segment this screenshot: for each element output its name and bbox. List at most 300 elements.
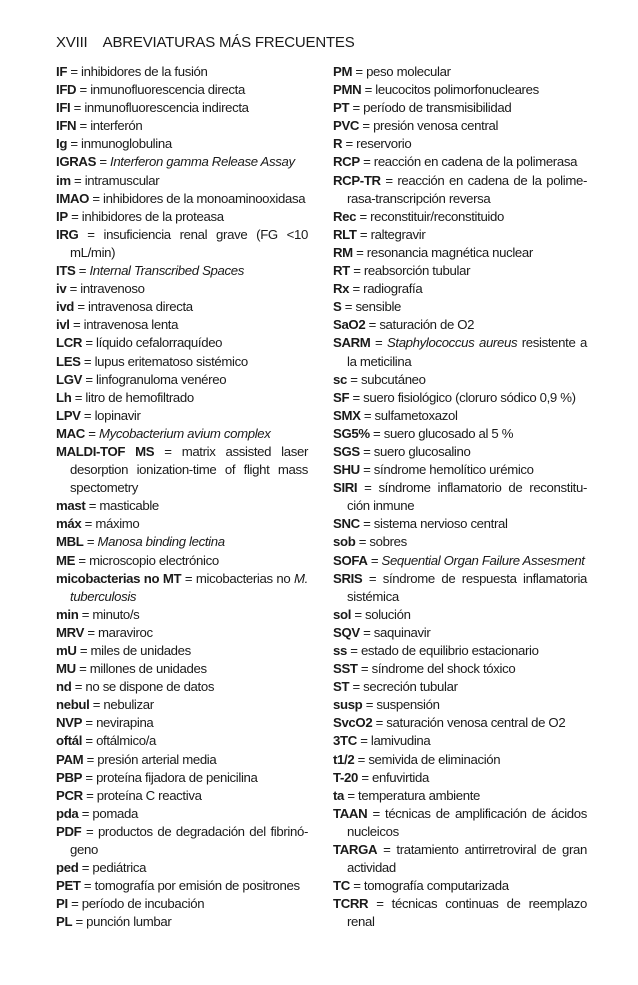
abbreviation-term: PDF (56, 823, 82, 839)
abbreviation-term: SST (333, 661, 358, 677)
abbreviation-separator: = (71, 389, 86, 405)
abbreviation-entry (333, 81, 587, 99)
abbreviation-definition: estado de equilibrio estacionario (360, 643, 539, 658)
abbreviation-separator: = (78, 606, 93, 622)
abbreviation-entry (56, 696, 308, 714)
abbreviation-separator: = (83, 534, 98, 550)
abbreviation-term: PM (333, 64, 353, 79)
abbreviation-definition: período de incubación (81, 896, 205, 912)
abbreviation-entry (333, 99, 587, 117)
abbreviation-definition: radiografía (363, 281, 423, 297)
abbreviation-separator: = (67, 208, 82, 224)
abbreviation-term: SvcO2 (333, 715, 373, 731)
abbreviation-definition: reacción en cadena de la polimerasa (373, 154, 578, 170)
abbreviation-entry (56, 208, 308, 226)
abbreviation-entry (56, 515, 308, 533)
abbreviation-definition: sistema nervioso central (373, 516, 508, 532)
abbreviation-entry (56, 316, 308, 334)
abbreviation-separator: = (89, 697, 104, 713)
abbreviation-separator: = (96, 154, 110, 170)
abbreviation-entry (333, 714, 587, 732)
abbreviation-separator: = (367, 552, 382, 568)
abbreviation-definition: Sequential Organ Failure Assesment (381, 552, 585, 568)
abbreviation-term: SaO2 (333, 317, 366, 333)
abbreviation-separator: = (76, 82, 91, 98)
abbreviation-separator: = (82, 715, 97, 731)
abbreviation-term: SMX (333, 407, 361, 423)
abbreviation-entry (56, 751, 308, 769)
abbreviation-definition: tratamiento antirretroviral de gran actividad (347, 842, 587, 876)
abbreviation-entry (333, 244, 587, 262)
abbreviation-definition: productos de degradación del fibrinó-geno (70, 823, 308, 858)
abbreviation-entry (333, 208, 587, 226)
abbreviation-definition: interferón (90, 118, 143, 134)
abbreviation-definition: suero glucosalino (373, 443, 471, 459)
abbreviation-definition: semivida de eliminación (368, 751, 501, 767)
abbreviation-definition: síndrome inflamatorio de reconstitu-ción inmune (347, 480, 588, 514)
abbreviation-entry (56, 371, 308, 389)
abbreviation-term: nebul (56, 697, 90, 713)
abbreviation-definition: Mycobacterium avium complex (98, 425, 271, 441)
abbreviation-separator: = (370, 335, 387, 351)
abbreviation-entry (333, 841, 587, 877)
abbreviation-separator: = (78, 805, 93, 821)
abbreviation-separator: = (380, 172, 398, 188)
abbreviation-entry (56, 63, 308, 81)
abbreviation-separator: = (71, 679, 86, 695)
abbreviation-definition: inmunoglobulina (81, 136, 172, 152)
abbreviation-separator: = (80, 878, 95, 894)
abbreviation-entry (56, 172, 308, 190)
abbreviation-definition: saquinavir (373, 624, 431, 640)
abbreviation-definition: masticable (99, 498, 159, 514)
abbreviation-definition: síndrome hemolítico urémico (373, 462, 534, 478)
abbreviation-definition: presión arterial media (97, 751, 217, 767)
abbreviation-definition: síndrome del shock tóxico (371, 661, 516, 677)
abbreviation-entry (333, 334, 587, 370)
abbreviation-term: PT (333, 100, 350, 116)
abbreviation-entry (333, 389, 587, 407)
abbreviation-separator: = (70, 100, 85, 116)
abbreviation-definition: técnicas de amplificación de ácidos nucleicos (347, 805, 587, 839)
abbreviation-entry (333, 135, 587, 153)
abbreviation-entry (333, 732, 587, 750)
abbreviation-entry (333, 479, 587, 515)
abbreviation-separator: = (365, 317, 380, 333)
abbreviation-entry (56, 805, 308, 823)
abbreviation-separator: = (72, 914, 87, 930)
abbreviation-entry (56, 280, 308, 298)
abbreviation-term: PMN (333, 82, 362, 98)
abbreviation-separator: = (358, 769, 372, 785)
abbreviation-term: PET (56, 878, 81, 894)
abbreviation-entry (56, 877, 308, 895)
abbreviation-term: ped (56, 860, 79, 876)
abbreviation-term: PI (56, 896, 68, 912)
abbreviation-entry (56, 443, 308, 497)
abbreviation-definition: sensible (355, 299, 402, 315)
abbreviation-entry (56, 732, 308, 750)
abbreviation-definition: Interferon gamma Release Assay (110, 154, 295, 170)
abbreviation-entry (333, 895, 587, 931)
page-number: XVIII (56, 34, 88, 51)
abbreviation-term: TAAN (333, 805, 368, 821)
abbreviation-term: TC (333, 878, 350, 894)
abbreviation-separator: = (154, 443, 182, 459)
abbreviation-definition: reabsorción tubular (363, 263, 471, 279)
abbreviation-term: Lh (56, 389, 72, 405)
abbreviation-term: ivl (56, 317, 70, 333)
abbreviation-separator: = (80, 407, 95, 423)
abbreviation-entry (333, 805, 587, 841)
abbreviation-separator: = (66, 281, 81, 297)
abbreviation-term: nd (56, 679, 72, 695)
abbreviation-definition: lopinavir (94, 407, 141, 423)
abbreviation-separator: = (356, 208, 371, 224)
abbreviation-term: LES (56, 353, 81, 369)
abbreviation-term: RT (333, 263, 350, 279)
abbreviation-separator: = (367, 805, 385, 821)
abbreviation-separator: = (349, 100, 364, 116)
abbreviation-term: SG5% (333, 425, 370, 441)
abbreviation-separator: = (78, 860, 93, 876)
abbreviation-separator: = (359, 516, 374, 532)
abbreviation-separator: = (368, 896, 392, 912)
abbreviation-term: SIRI (333, 480, 358, 496)
abbreviation-separator: = (346, 371, 361, 387)
abbreviation-separator: = (67, 64, 82, 79)
abbreviation-entry (56, 678, 308, 696)
abbreviation-entry (333, 425, 587, 443)
abbreviation-term: susp (333, 697, 363, 713)
abbreviation-term: R (333, 136, 343, 152)
abbreviation-definition: suero fisiológico (cloruro sódico 0,9 %) (363, 389, 576, 405)
abbreviation-term: IMAO (56, 190, 90, 206)
abbreviation-definition: suspensión (376, 697, 440, 713)
abbreviation-separator: = (181, 570, 196, 586)
abbreviation-entry (333, 63, 587, 81)
abbreviation-term: sob (333, 534, 356, 550)
abbreviation-definition-italic: M. tuberculosis (70, 570, 308, 604)
abbreviation-term: min (56, 606, 79, 622)
abbreviation-term: SQV (333, 624, 360, 640)
abbreviation-definition: reservorio (356, 136, 412, 152)
abbreviation-entry (56, 497, 308, 515)
abbreviation-entry (56, 407, 308, 425)
abbreviation-separator: = (67, 896, 82, 912)
page-title: ABREVIATURAS MÁS FRECUENTES (102, 34, 355, 51)
abbreviation-entry (56, 353, 308, 371)
abbreviation-separator: = (359, 118, 374, 134)
abbreviation-separator: = (342, 136, 357, 152)
abbreviation-entry (56, 298, 308, 316)
abbreviation-separator: = (75, 661, 90, 677)
abbreviation-definition: peso molecular (366, 64, 451, 79)
abbreviation-entry (333, 552, 587, 570)
abbreviation-separator: = (352, 244, 367, 260)
abbreviation-definition: inhibidores de la proteasa (81, 208, 224, 224)
abbreviation-entry (56, 913, 308, 931)
abbreviation-definition: litro de hemofiltrado (85, 389, 194, 405)
abbreviation-term: MRV (56, 624, 85, 640)
abbreviation-term: sol (333, 606, 352, 622)
abbreviation-term: PAM (56, 751, 84, 767)
abbreviation-entry (333, 153, 587, 171)
abbreviation-term: iv (56, 281, 67, 297)
abbreviation-term: IFD (56, 82, 77, 98)
abbreviation-entry (56, 823, 308, 859)
abbreviation-definition: miles de unidades (90, 643, 191, 658)
abbreviation-definition: inhibidores de la fusión (81, 64, 208, 79)
abbreviation-entry (333, 226, 587, 244)
abbreviation-separator: = (359, 154, 374, 170)
abbreviation-entry (56, 895, 308, 913)
abbreviation-entry (56, 135, 308, 153)
abbreviation-entry (56, 117, 308, 135)
abbreviation-term: IFI (56, 100, 71, 116)
abbreviation-term: mU (56, 643, 77, 658)
abbreviation-definition: microscopio electrónico (89, 552, 219, 568)
abbreviation-entry (56, 570, 308, 606)
abbreviation-term: TARGA (333, 842, 378, 858)
abbreviation-definition: maraviroc (98, 624, 153, 640)
abbreviation-definition: sobres (369, 534, 407, 550)
abbreviation-separator: = (349, 389, 364, 405)
abbreviation-separator: = (84, 624, 99, 640)
abbreviation-entry (333, 280, 587, 298)
abbreviation-definition: intramuscular (84, 172, 160, 188)
abbreviation-term: PBP (56, 769, 83, 785)
abbreviation-definition: matrix assisted laser desorption ionization-time of flight mass spectometry (70, 443, 308, 496)
abbreviation-entry (56, 226, 308, 262)
abbreviation-entry (56, 769, 308, 787)
abbreviation-definition: temperatura ambiente (358, 787, 481, 803)
abbreviation-term: MAC (56, 425, 85, 441)
abbreviation-term: im (56, 172, 71, 188)
abbreviation-term: RCP-TR (333, 172, 381, 188)
abbreviation-entry (333, 787, 587, 805)
abbreviation-term: Rx (333, 281, 350, 297)
abbreviation-separator: = (74, 299, 88, 315)
abbreviation-term: RCP (333, 154, 360, 170)
abbreviation-separator: = (76, 118, 91, 134)
abbreviation-term: SF (333, 389, 350, 405)
abbreviation-entry (333, 660, 587, 678)
abbreviation-entry (56, 81, 308, 99)
abbreviation-term: PVC (333, 118, 360, 134)
abbreviation-definition: pediátrica (92, 860, 147, 876)
abbreviation-separator: = (69, 317, 84, 333)
abbreviation-definition: resonancia magnética nuclear (366, 244, 533, 260)
abbreviation-separator: = (362, 697, 377, 713)
abbreviation-entry (56, 533, 308, 551)
abbreviation-definition: minuto/s (92, 606, 140, 622)
abbreviation-term: micobacterias no MT (56, 570, 182, 586)
abbreviation-definition: subcutáneo (360, 371, 426, 387)
abbreviation-definition-italic: Staphylococcus aureus (386, 335, 518, 351)
abbreviation-separator: = (75, 263, 90, 279)
abbreviation-term: MBL (56, 534, 84, 550)
abbreviation-separator: = (83, 751, 98, 767)
abbreviation-entry (333, 371, 587, 389)
abbreviation-term: ITS (56, 263, 76, 279)
abbreviation-separator: = (352, 64, 367, 79)
abbreviation-separator: = (67, 136, 82, 152)
abbreviation-entry (333, 117, 587, 135)
abbreviation-entry (333, 606, 587, 624)
abbreviation-term: máx (56, 516, 82, 532)
abbreviation-separator: = (89, 190, 104, 206)
abbreviation-separator: = (70, 172, 85, 188)
abbreviation-definition: proteína fijadora de penicilina (96, 769, 258, 785)
abbreviation-definition: micobacterias no (195, 570, 291, 586)
abbreviation-separator: = (344, 787, 359, 803)
abbreviation-definition: intravenoso (80, 281, 145, 297)
abbreviation-term: sc (333, 371, 347, 387)
abbreviation-separator: = (75, 552, 90, 568)
abbreviation-definition: raltegravir (370, 226, 426, 242)
abbreviation-definition: nevirapina (96, 715, 154, 731)
abbreviation-separator: = (362, 570, 383, 586)
abbreviation-entry (56, 389, 308, 407)
abbreviation-term: ta (333, 787, 345, 803)
abbreviation-term: ST (333, 679, 350, 695)
abbreviation-term: RM (333, 244, 353, 260)
abbreviation-definition: intravenosa directa (88, 299, 193, 315)
abbreviation-definition: pomada (92, 805, 138, 821)
abbreviation-term: T-20 (333, 769, 358, 785)
page-header (56, 34, 355, 51)
abbreviation-term: SNC (333, 516, 360, 532)
abbreviation-separator: = (81, 516, 96, 532)
abbreviation-entry (333, 298, 587, 316)
abbreviation-entry (333, 407, 587, 425)
abbreviation-definition: reconstituir/reconstituido (370, 208, 504, 224)
abbreviation-term: SARM (333, 335, 371, 351)
abbreviation-term: LCR (56, 335, 83, 351)
abbreviation-term: S (333, 299, 342, 315)
abbreviation-term: IP (56, 208, 68, 224)
abbreviation-separator: = (82, 787, 97, 803)
abbreviation-entry (56, 859, 308, 877)
abbreviation-definition: leucocitos polimorfonucleares (375, 82, 539, 98)
abbreviation-separator: = (349, 878, 364, 894)
abbreviation-separator: = (349, 281, 364, 297)
abbreviation-separator: = (377, 842, 397, 858)
abbreviation-separator: = (369, 425, 384, 441)
abbreviation-entry (56, 153, 308, 171)
abbreviation-entry (333, 678, 587, 696)
abbreviation-separator: = (361, 82, 376, 98)
abbreviation-definition: insuficiencia renal grave (FG <10 mL/min) (70, 226, 308, 260)
abbreviation-definition: oftálmico/a (96, 733, 156, 749)
abbreviation-definition: máximo (95, 516, 140, 532)
abbreviation-entry (56, 660, 308, 678)
abbreviation-definition: suero glucosado al 5 % (383, 425, 514, 441)
abbreviation-separator: = (355, 534, 370, 550)
abbreviation-entry (333, 624, 587, 642)
abbreviation-entry (56, 787, 308, 805)
abbreviation-term: NVP (56, 715, 83, 731)
abbreviation-entry (333, 877, 587, 895)
abbreviation-definition: período de transmisibilidad (363, 100, 512, 116)
abbreviation-definition: síndrome de respuesta inflamatoria sistémica (347, 570, 588, 604)
abbreviation-separator: = (81, 823, 98, 839)
abbreviation-entry (56, 190, 308, 208)
abbreviation-term: oftál (56, 733, 83, 749)
abbreviation-separator: = (359, 443, 374, 459)
abbreviation-separator: = (76, 643, 91, 658)
abbreviation-term: TCRR (333, 896, 369, 912)
abbreviation-term: IGRAS (56, 154, 97, 170)
abbreviation-term: SOFA (333, 552, 368, 568)
abbreviation-definition: linfogranuloma venéreo (96, 371, 227, 387)
abbreviation-definition: punción lumbar (86, 914, 172, 930)
abbreviation-separator: = (349, 263, 364, 279)
abbreviation-entry (333, 515, 587, 533)
abbreviation-separator: = (351, 606, 365, 622)
abbreviation-definition: saturación venosa central de O2 (386, 715, 566, 731)
abbreviation-term: t1/2 (333, 751, 355, 767)
abbreviation-separator: = (372, 715, 387, 731)
abbreviation-term: ME (56, 552, 76, 568)
abbreviation-term: MU (56, 661, 76, 677)
abbreviation-term: mast (56, 498, 86, 514)
abbreviation-definition: Internal Transcribed Spaces (89, 263, 244, 279)
abbreviation-definition: proteína C reactiva (96, 787, 202, 803)
abbreviation-term: pda (56, 805, 79, 821)
abbreviation-definition: presión venosa central (373, 118, 499, 134)
abbreviation-entry (333, 316, 587, 334)
abbreviation-entry (56, 552, 308, 570)
abbreviation-term: ss (333, 643, 347, 658)
abbreviation-entry (333, 570, 587, 606)
abbreviation-definition: millones de unidades (89, 661, 207, 677)
abbreviations-right-column (333, 63, 587, 932)
abbreviation-definition: Manosa binding lectina (97, 534, 225, 550)
abbreviation-separator: = (82, 733, 97, 749)
abbreviation-definition: tomografía computarizada (363, 878, 509, 894)
abbreviation-definition: lamivudina (370, 733, 431, 749)
abbreviation-separator: = (341, 299, 356, 315)
abbreviation-separator: = (356, 226, 371, 242)
abbreviation-definition: solución (365, 606, 411, 622)
abbreviation-definition: enfuvirtida (371, 769, 429, 785)
abbreviation-definition: reacción en cadena de la polime-rasa-transcripción reversa (347, 172, 587, 206)
abbreviation-entry (333, 696, 587, 714)
abbreviation-term: SHU (333, 462, 360, 478)
abbreviation-entry (56, 334, 308, 352)
abbreviation-definition: técnicas continuas de reemplazo renal (347, 896, 587, 930)
abbreviation-separator: = (359, 624, 374, 640)
abbreviation-entry (56, 262, 308, 280)
abbreviation-separator: = (357, 480, 379, 496)
abbreviation-definition: secreción tubular (363, 679, 458, 695)
abbreviation-separator: = (354, 751, 369, 767)
abbreviation-separator: = (360, 407, 375, 423)
abbreviation-entry (56, 624, 308, 642)
abbreviation-separator: = (82, 335, 97, 351)
abbreviation-definition: saturación de O2 (379, 317, 475, 333)
abbreviation-separator: = (82, 769, 97, 785)
abbreviation-definition: líquido cefalorraquídeo (96, 335, 223, 351)
abbreviation-definition: inmunofluorescencia indirecta (84, 100, 249, 116)
abbreviation-entry (333, 751, 587, 769)
abbreviation-term: Ig (56, 136, 68, 152)
abbreviation-definition: nebulizar (103, 697, 154, 713)
abbreviation-entry (333, 172, 587, 208)
abbreviation-definition: lupus eritematoso sistémico (94, 353, 248, 369)
